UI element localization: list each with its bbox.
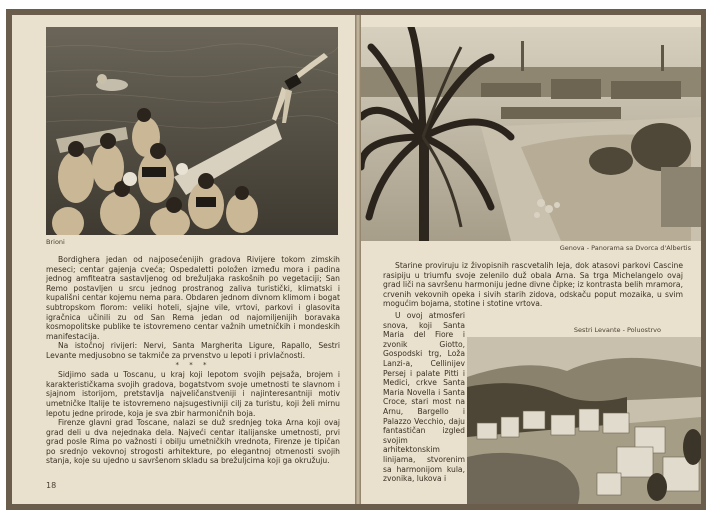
brioni-divers-photo (46, 27, 338, 235)
page-number: 18 (46, 481, 57, 490)
divers-photo-illustration (46, 27, 338, 235)
genova-photo-illustration (361, 27, 701, 241)
section-divider-stars: * * * (175, 360, 211, 369)
magazine-spread (6, 9, 706, 510)
left-paragraph-4: Firenze glavni grad Toscane, nalazi se duž srednjeg toka Arna koji ovaj grad deli u dva nejednaka dela. Najveći centar italijanske umetnosti, prvi grad posle Rima po važnosti i obilju umetničkih vrednota, Firenze je tipičan po srednjo vekovnoj strogosti arhitekture, po elegantnoj otmenosti svojih stanja, koje su ujedno u savršenom skladu sa brežuljcima koji ga okružuju. (46, 418, 340, 466)
sestri-photo-illustration (467, 337, 701, 504)
right-page (361, 15, 701, 504)
left-paragraph-2: Na istočnoj rivijeri: Nervi, Santa Margherita Ligure, Rapallo, Sestri Levante medjusobno se takmiče za prvenstvo u lepoti i privlačnosti. (46, 341, 340, 360)
sestri-levante-photo (467, 337, 701, 504)
genova-panorama-photo (361, 27, 701, 241)
left-paragraph-3: Sidjimo sada u Toscanu, u kraj koji lepotom svojih pejsaža, brojem i karakterističkama svojih gradova, bogatstvom svoje umetnosti te slavnom i sjajnom istorijom, pretstavlja najveličanstveniji i najinteresantniji motiv umetničke Italije te istovremeno najsugestivniji cilj za turistu, koji želi mirnu lepotu jedne prirode, koja je sva zbir harmoničnih boja. (46, 370, 340, 418)
photo-caption-brioni: Brioni (46, 238, 65, 246)
right-paragraph-2: U ovoj atmosferi snova, koji Santa Maria del Fiore i zvonik Giotto, Gospodski trg, Loža Lanzi-a, Cellinijev Persej i palate Pitti i Medici, crkve Santa Maria Novella i Santa Croce, stari most na Arnu, Bargello i Palazzo Vecchio, daju fantastičan izgled svojim arhitektonskim linijama, stvorenim sa harmonijom kula, zvonika, lukova i (383, 311, 465, 484)
right-article-text-top (383, 261, 683, 309)
right-paragraph-1: Starine proviruju iz živopisnih rascvetalih leja, dok atasovi parkovi Cascine rasipiju u triumfu svoje zelenilo duž obala Arna. Sa trga Michelangelo ovaj grad liči na savršenu harmoniju jedne divne čipke; iz kontrasta belih mramora, crvenih vekovnih opeka i sivih starih zidova, odskaču poput mozaika, u svim mogućim bojama, stotine i stotine vrtova. (383, 261, 683, 309)
right-article-text-column (383, 311, 465, 484)
photo-caption-sestri-levante: Sestri Levante - Poluostrvo (573, 326, 661, 334)
left-page (12, 15, 355, 504)
photo-caption-genova: Genova - Panorama sa Dvorca d'Albertis (559, 244, 691, 252)
left-paragraph-1: Bordighera jedan od najposećenijih gradova Rivijere tokom zimskih meseci; centar gajenja cveća; Ospedaletti položen između mora i padina jednog amfiteatra sastavljenog od brežuljaka raskošnih po vegetaciji; San Remo postavljen u srcu jednog prostranog zaliva turistički, klimatski i kupališni centar kojemu nema para. Obdaren jednom divnom klimom i bogat subtropskom florom: veliki hoteli, sjajne vile, vrtovi, parkovi i glasovita igračnica učinili zu od San Rema jedan od najomiljenijih boravaka kosmopolitske publike te istovremeno centar važnih umetničkih i mondeskih manifestacija. (46, 255, 340, 341)
left-article-text (46, 255, 340, 466)
